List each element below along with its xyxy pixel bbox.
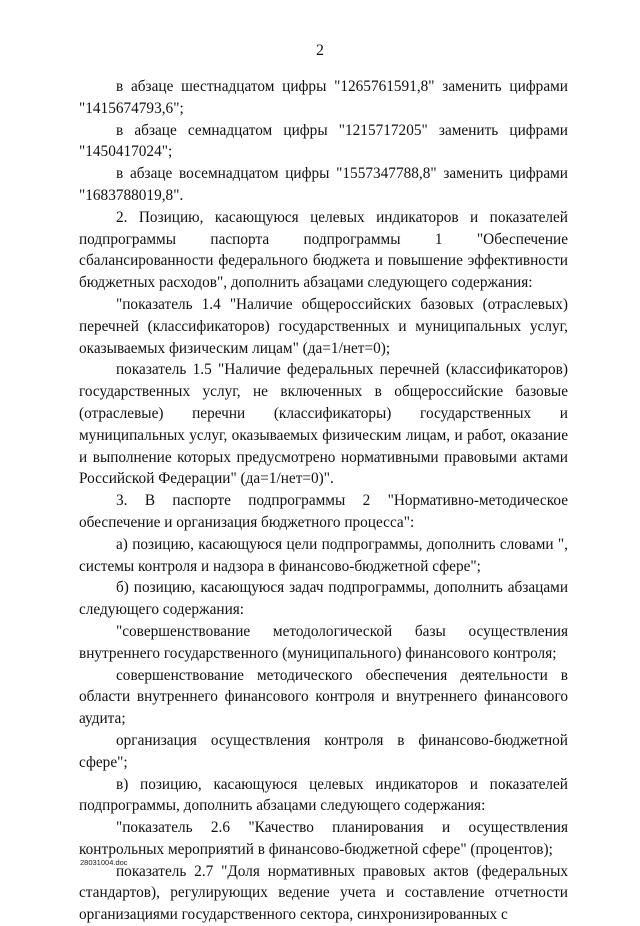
paragraph-14: "показатель 2.6 "Качество планирования и осуществления контрольных мероприятий в финансово-бюджетной сфере" (процентов); xyxy=(79,819,568,858)
paragraph-8: а) позицию, касающуюся цели подпрограммы, дополнить словами ", системы контроля и надзора в финансово-бюджетной сфере"; xyxy=(79,535,568,575)
paragraph-6: показатель 1.5 "Наличие федеральных перечней (классификаторов) государственных услуг, не включенных в общероссийские базовые (отраслевые) перечни (классификаторы) государственных и муниципальных услуг, оказываемых физическим лицам, и работ, оказание и выполнение которых предусмотрено нормативными правовыми актами Российской Федерации" (да=1/нет=0)". xyxy=(79,361,568,488)
paragraph-4: 2. Позицию, касающуюся целевых индикаторов и показателей подпрограммы паспорта подпрограммы 1 "Обеспечение сбалансированности федерального бюджета и повышение эффективности бюджетных расходов", дополнить абзацами следующего содержания: xyxy=(79,208,568,292)
footer-file-code: 28031004.doc xyxy=(80,858,128,867)
paragraph-3: в абзаце восемнадцатом цифры "1557347788,8" заменить цифрами "1683788019,8". xyxy=(79,165,568,204)
page-number: 2 xyxy=(316,42,324,59)
paragraph-12: организация осуществления контроля в финансово-бюджетной сфере"; xyxy=(79,731,568,771)
paragraph-5: "показатель 1.4 "Наличие общероссийских базовых (отраслевых) перечней (классификаторов) государственных и муниципальных услуг, оказываемых физическим лицам" (да=1/нет=0); xyxy=(79,295,568,357)
paragraph-10: "совершенствование методологической базы осуществления внутреннего государственного (муниципального) финансового контроля; xyxy=(79,622,568,662)
paragraph-2: в абзаце семнадцатом цифры "1215717205" заменить цифрами "1450417024"; xyxy=(79,121,568,161)
paragraph-1: в абзаце шестнадцатом цифры "1265761591,8" заменить цифрами "1415674793,6"; xyxy=(79,78,568,117)
paragraph-7: 3. В паспорте подпрограммы 2 "Нормативно-методическое обеспечение и организация бюджетного процесса": xyxy=(79,492,568,531)
paragraph-11: совершенствование методического обеспечения деятельности в области внутреннего финансового контроля и внутреннего финансового аудита; xyxy=(79,666,568,728)
paragraph-9: б) позицию, касающуюся задач подпрограммы, дополнить абзацами следующего содержания: xyxy=(79,579,568,619)
document-body xyxy=(79,76,568,926)
paragraph-13: в) позицию, касающуюся целевых индикаторов и показателей подпрограммы, дополнить абзацами следующего содержания: xyxy=(79,775,568,815)
paragraph-15: показатель 2.7 "Доля нормативных правовых актов (федеральных стандартов), регулирующих ведение учета и составление отчетности организациями государственного сектора, синхронизированных с xyxy=(79,862,568,924)
